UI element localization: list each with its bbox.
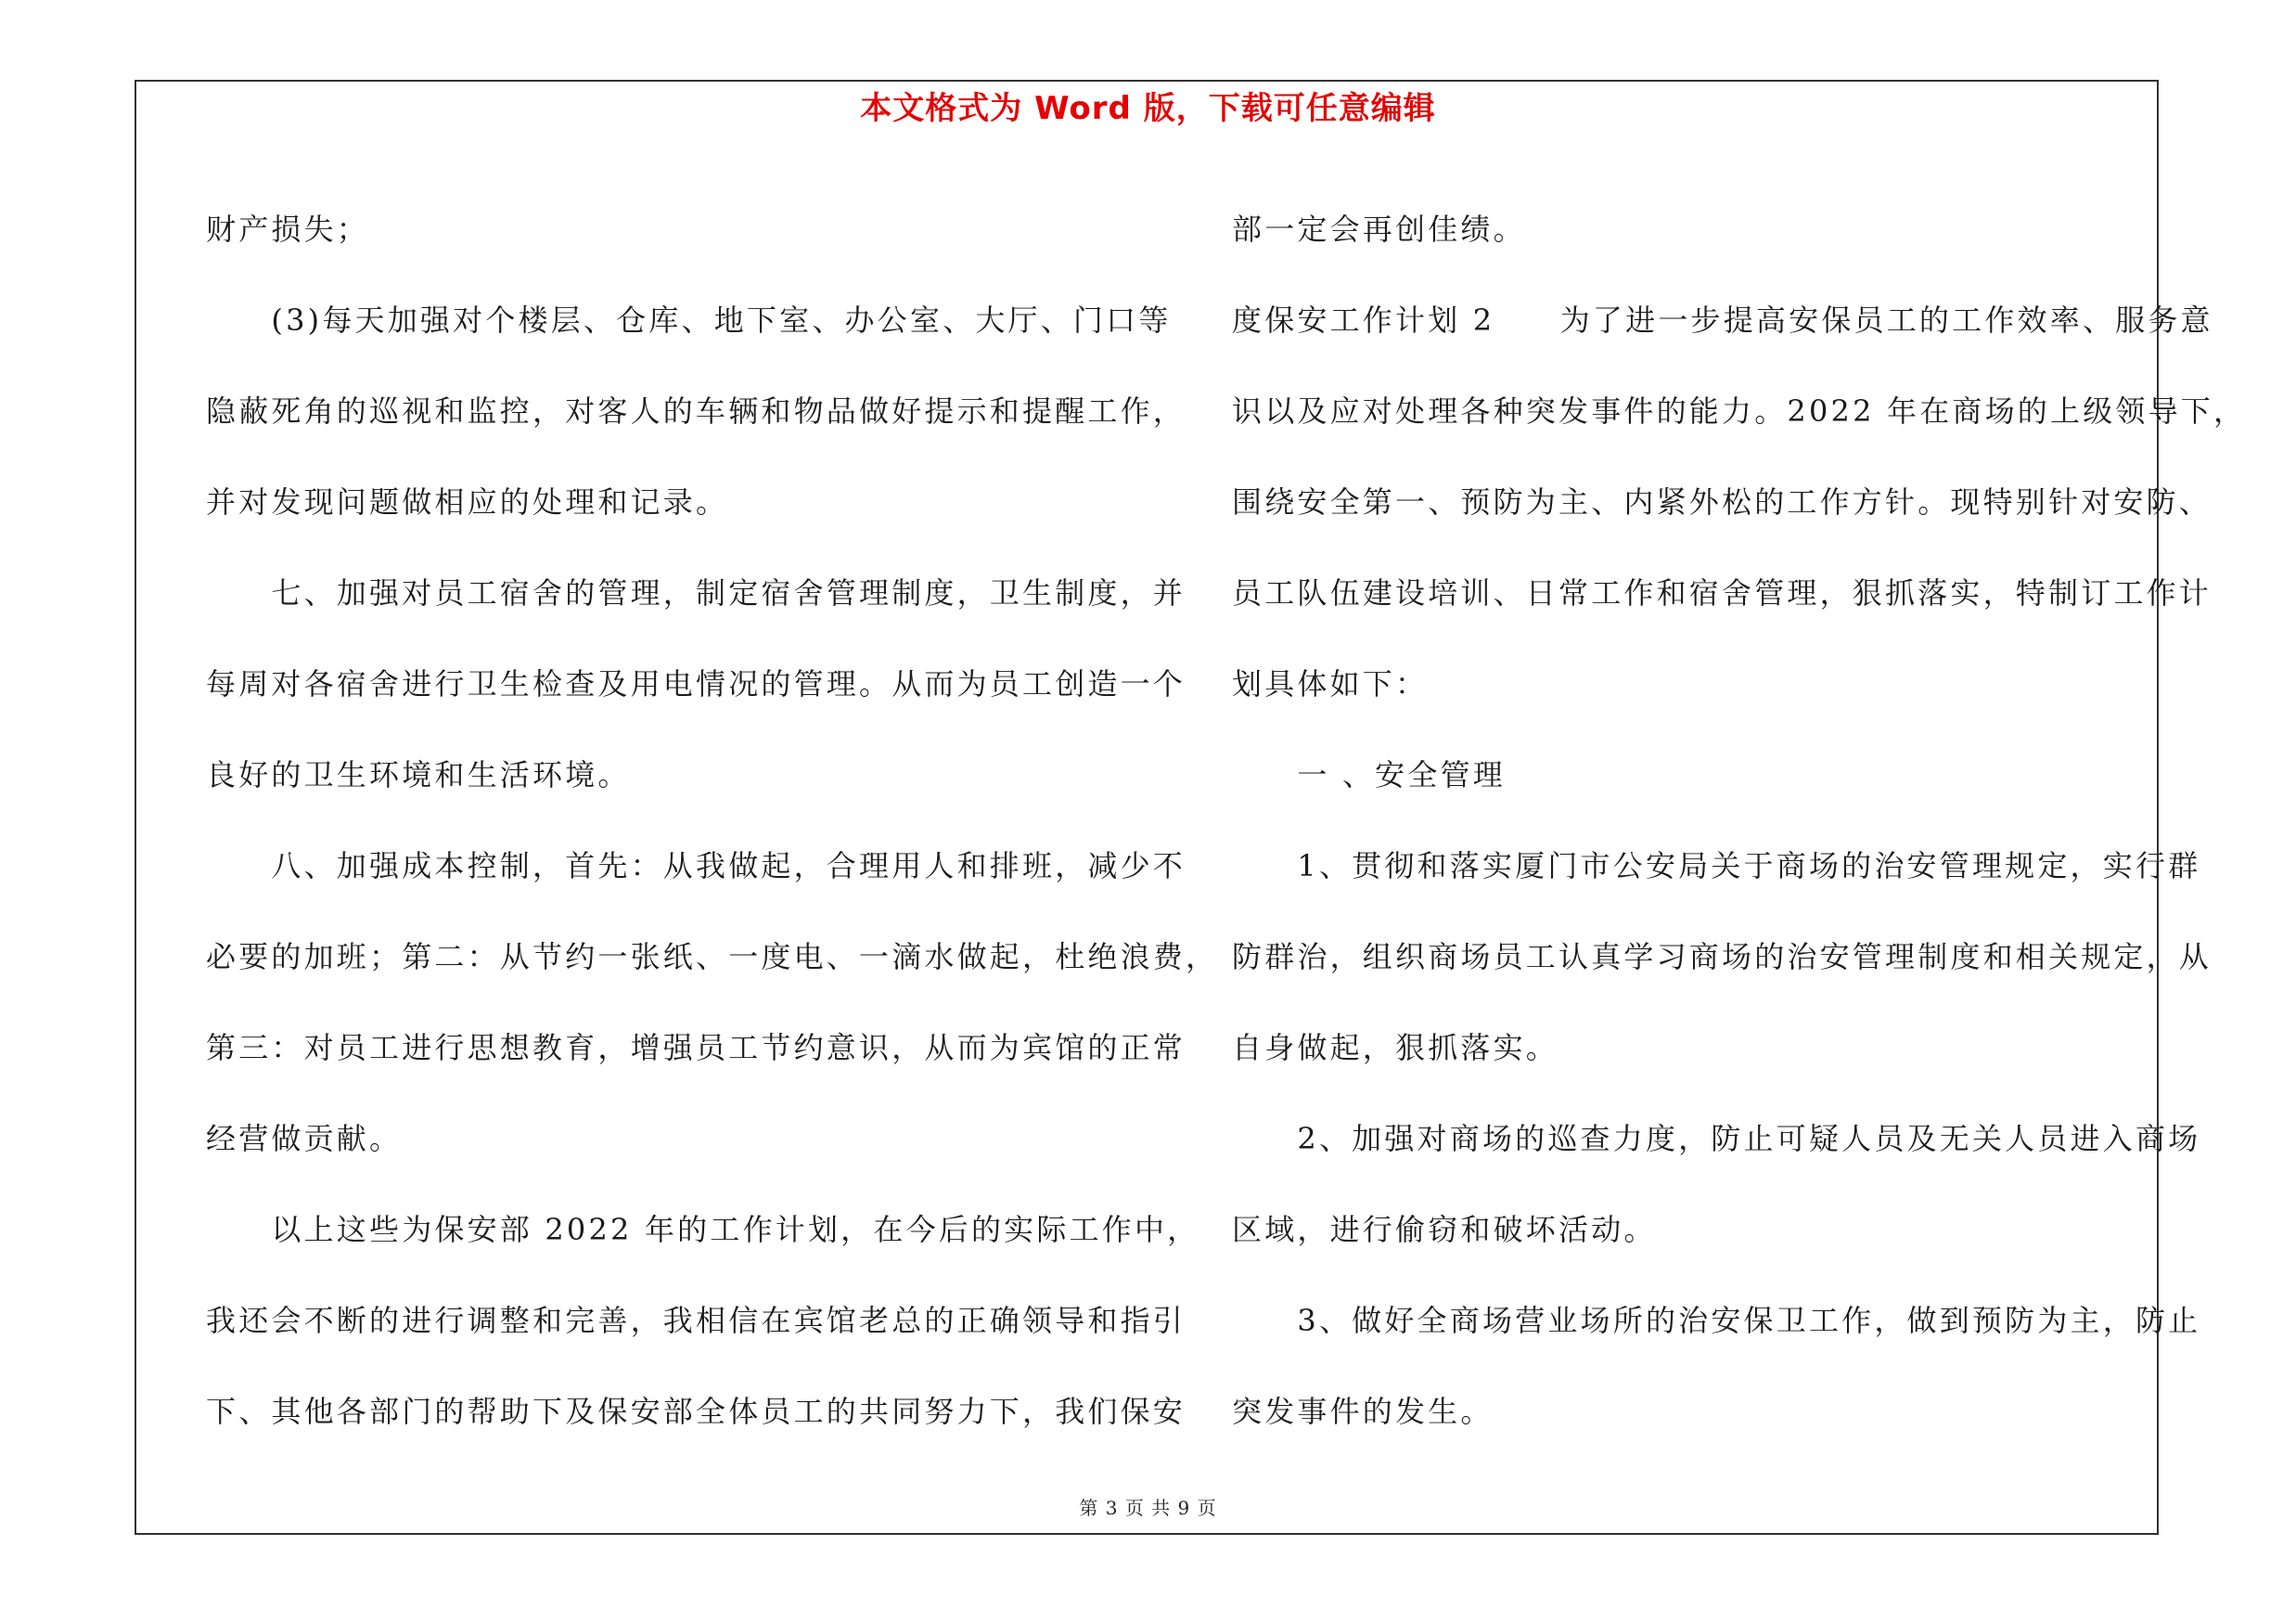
text-line: 财产损失； bbox=[206, 212, 370, 247]
text-line: 部一定会再创佳绩。 bbox=[1232, 212, 1526, 247]
text-line: 以上这些为保安部 2022 年的工作计划，在今后的实际工作中， bbox=[206, 1212, 1200, 1247]
text-line: 良好的卫生环境和生活环境。 bbox=[206, 757, 631, 792]
text-line: 度保安工作计划 2 为了进一步提高安保员工的工作效率、服务意 bbox=[1232, 303, 2213, 338]
text-line: 识以及应对处理各种突发事件的能力。2022 年在商场的上级领导下， bbox=[1232, 393, 2247, 429]
page-number-footer: 第 3 页 共 9 页 bbox=[1079, 1497, 1217, 1519]
text-line: 区域，进行偷窃和破坏活动。 bbox=[1232, 1212, 1657, 1247]
text-line: 划具体如下： bbox=[1232, 666, 1429, 702]
text-line: 每周对各宿舍进行卫生检查及用电情况的管理。从而为员工创造一个 bbox=[206, 666, 1186, 702]
document-header-title: 本文格式为 Word 版，下载可任意编辑 bbox=[860, 90, 1436, 127]
text-line: 防群治，组织商场员工认真学习商场的治安管理制度和相关规定，从 bbox=[1232, 939, 2213, 974]
text-line: 下、其他各部门的帮助下及保安部全体员工的共同努力下，我们保安 bbox=[206, 1394, 1186, 1429]
text-line: 八、加强成本控制，首先：从我做起，合理用人和排班，减少不 bbox=[206, 848, 1186, 883]
text-line: 突发事件的发生。 bbox=[1232, 1394, 1494, 1429]
left-text-column bbox=[206, 184, 1219, 1457]
text-line: (3)每天加强对个楼层、仓库、地下室、办公室、大厅、门口等 bbox=[206, 303, 1172, 338]
text-line: 围绕安全第一、预防为主、内紧外松的工作方针。现特别针对安防、 bbox=[1232, 484, 2213, 520]
text-line: 必要的加班；第二：从节约一张纸、一度电、一滴水做起，杜绝浪费， bbox=[206, 939, 1219, 974]
right-text-column bbox=[1232, 184, 2247, 1457]
text-line: 七、加强对员工宿舍的管理，制定宿舍管理制度，卫生制度，并 bbox=[206, 575, 1186, 611]
text-line: 第三：对员工进行思想教育，增强员工节约意识，从而为宾馆的正常 bbox=[206, 1030, 1186, 1065]
text-line: 经营做贡献。 bbox=[206, 1121, 403, 1156]
text-line: 员工队伍建设培训、日常工作和宿舍管理，狠抓落实，特制订工作计 bbox=[1232, 575, 2213, 611]
text-line: 自身做起，狠抓落实。 bbox=[1232, 1030, 1559, 1065]
text-line: 2、加强对商场的巡查力度，防止可疑人员及无关人员进入商场 bbox=[1232, 1121, 2201, 1156]
text-line: 隐蔽死角的巡视和监控，对客人的车辆和物品做好提示和提醒工作， bbox=[206, 393, 1186, 429]
text-line: 1、贯彻和落实厦门市公安局关于商场的治安管理规定，实行群 bbox=[1232, 848, 2201, 883]
text-line: 并对发现问题做相应的处理和记录。 bbox=[206, 484, 729, 520]
text-line: 3、做好全商场营业场所的治安保卫工作，做到预防为主，防止 bbox=[1232, 1303, 2201, 1338]
text-line: 一 、安全管理 bbox=[1232, 757, 1506, 792]
text-line: 我还会不断的进行调整和完善，我相信在宾馆老总的正确领导和指引 bbox=[206, 1303, 1186, 1338]
